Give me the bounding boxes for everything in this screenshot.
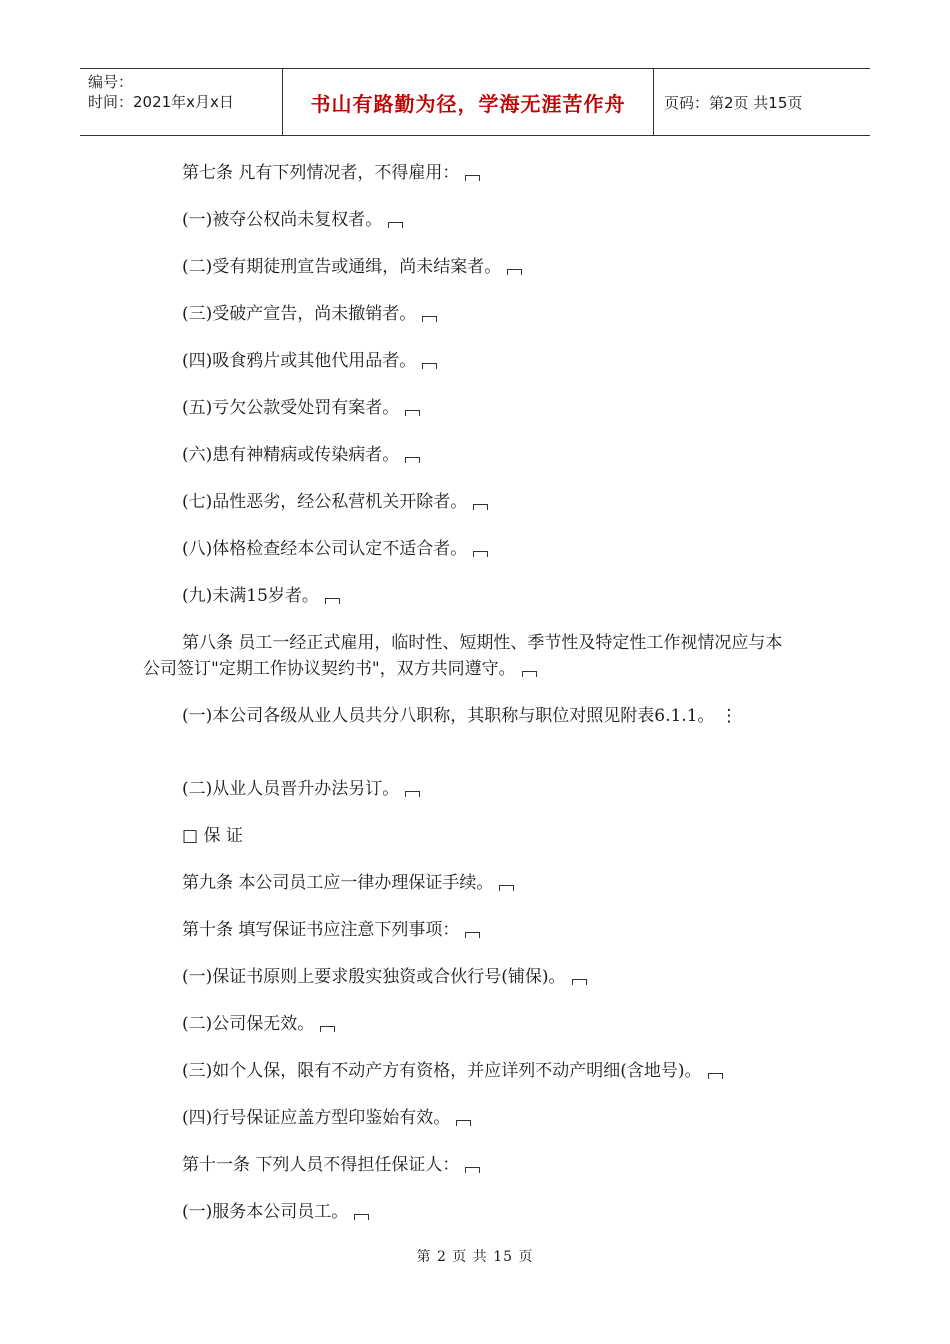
paragraph-mark-icon — [708, 1073, 723, 1079]
paragraph-mark-icon — [422, 363, 437, 369]
paragraph-mark-icon — [405, 791, 420, 797]
paragraph-text: □ 保 证 — [182, 826, 243, 846]
paragraph-mark-icon — [499, 885, 514, 891]
paragraph-mark-icon — [465, 175, 480, 181]
paragraph-text: (三)受破产宣告，尚未撤销者。 — [182, 304, 417, 324]
paragraph — [143, 870, 793, 896]
paragraph-mark-icon — [473, 551, 488, 557]
paragraph-mark-icon — [507, 269, 522, 275]
paragraph-text: (四)吸食鸦片或其他代用品者。 — [182, 351, 417, 371]
paragraph-mark-icon — [522, 671, 537, 677]
paragraph — [143, 536, 793, 562]
paragraph — [143, 160, 793, 186]
paragraph-mark-icon — [388, 222, 403, 228]
paragraph-text: (九)未满15岁者。 — [182, 586, 319, 606]
paragraph — [143, 1199, 793, 1225]
paragraph — [143, 630, 793, 682]
paragraph-text: (一)被夺公权尚未复权者。 — [182, 210, 383, 230]
paragraph — [143, 823, 793, 849]
paragraph-text: 第十条 填写保证书应注意下列事项： — [182, 920, 460, 940]
paragraph-text: (五)亏欠公款受处罚有案者。 — [182, 398, 400, 418]
header-page-info: 页码：第2页 共15页 — [664, 93, 803, 112]
paragraph-text: (七)品性恶劣，经公私营机关开除者。 — [182, 492, 468, 512]
paragraph — [143, 207, 793, 233]
paragraph — [143, 917, 793, 943]
paragraph — [143, 1152, 793, 1178]
paragraph — [143, 395, 793, 421]
paragraph-text: (二)受有期徒刑宣告或通缉，尚未结案者。 — [182, 257, 502, 277]
paragraph — [143, 254, 793, 280]
document-date: 时间：2021年x月x日 — [88, 93, 234, 111]
paragraph-text: 第七条 凡有下列情况者，不得雇用： — [182, 163, 460, 183]
paragraph-mark-icon — [465, 932, 480, 938]
paragraph-text: (二)公司保无效。 — [182, 1014, 315, 1034]
page-header — [80, 68, 870, 136]
paragraph — [143, 1105, 793, 1131]
paragraph-text: 第八条 员工一经正式雇用，临时性、短期性、季节性及特定性工作视情况应与本公司签订"定期工作协议契约书"，双方共同遵守。 — [143, 633, 783, 679]
paragraph — [143, 348, 793, 374]
paragraph-mark-icon — [405, 457, 420, 463]
paragraph-text: (八)体格检查经本公司认定不适合者。 — [182, 539, 468, 559]
paragraph-mark-icon — [422, 316, 437, 322]
paragraph-mark-icon: ⋮ — [720, 706, 738, 726]
paragraph — [143, 442, 793, 468]
paragraph-text: (一)服务本公司员工。 — [182, 1202, 349, 1222]
paragraph-text: (六)患有神精病或传染病者。 — [182, 445, 400, 465]
paragraph — [143, 964, 793, 990]
page-footer: 第 2 页 共 15 页 — [416, 1249, 534, 1265]
paragraph-mark-icon — [405, 410, 420, 416]
paragraph-text: (一)保证书原则上要求殷实独资或合伙行号(铺保)。 — [182, 967, 566, 987]
paragraph-mark-icon — [354, 1214, 369, 1220]
paragraph — [143, 489, 793, 515]
paragraph-mark-icon — [473, 504, 488, 510]
paragraph-text: (二)从业人员晋升办法另订。 — [182, 779, 400, 799]
paragraph — [143, 583, 793, 609]
paragraph — [143, 301, 793, 327]
paragraph-text: (一)本公司各级从业人员共分八职称，其职称与职位对照见附表6.1.1。 — [182, 706, 715, 726]
paragraph — [143, 703, 793, 729]
paragraph-text: 第十一条 下列人员不得担任保证人： — [182, 1155, 460, 1175]
paragraph — [143, 776, 793, 802]
header-motto: 书山有路勤为径，学海无涯苦作舟 — [282, 69, 654, 135]
paragraph-mark-icon — [465, 1167, 480, 1173]
paragraph-mark-icon — [456, 1120, 471, 1126]
document-number-label: 编号： — [88, 73, 134, 91]
header-meta — [80, 69, 282, 135]
paragraph — [143, 1011, 793, 1037]
paragraph-text: (三)如个人保，限有不动产方有资格，并应详列不动产明细(含地号)。 — [182, 1061, 702, 1081]
paragraph-text: (四)行号保证应盖方型印鉴始有效。 — [182, 1108, 451, 1128]
paragraph — [143, 1058, 793, 1084]
paragraph-mark-icon — [325, 598, 340, 604]
paragraph-text: 第九条 本公司员工应一律办理保证手续。 — [182, 873, 494, 893]
paragraph-mark-icon — [320, 1026, 335, 1032]
paragraph-mark-icon — [572, 979, 587, 985]
